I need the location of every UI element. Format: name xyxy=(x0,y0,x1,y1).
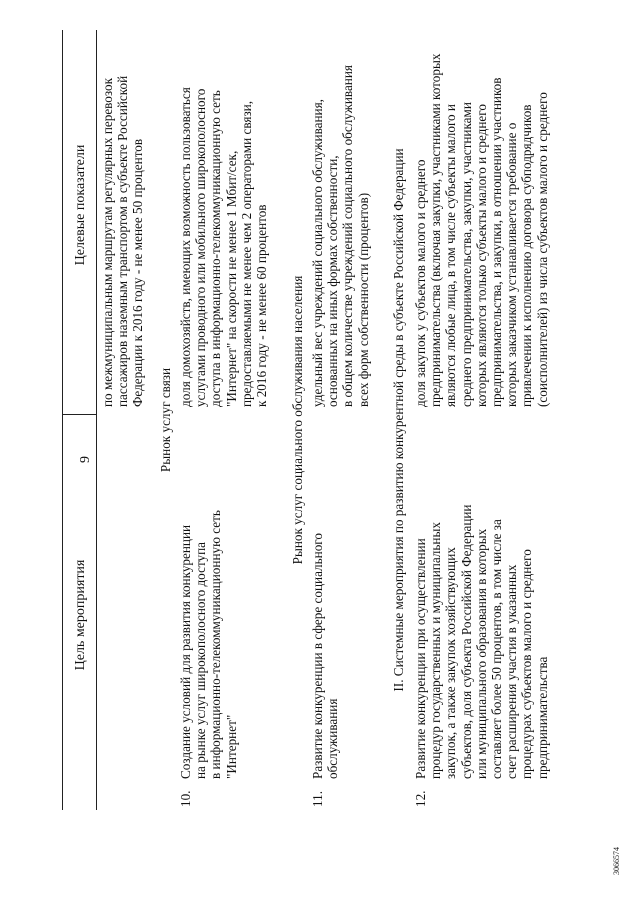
row10-num: 10. xyxy=(178,790,193,807)
row10-goal-line: "Интернет" xyxy=(223,714,239,779)
row10-target-line: к 2016 году - не менее 60 процентов xyxy=(254,204,270,407)
row10-target-line: предоставляемыми не менее чем 2 операторами связи, xyxy=(238,100,254,407)
row12-target-line: привлечении к исполнению договора субподрядчиков xyxy=(519,104,535,407)
row12-goal-line: процедурах субъектов малого и среднего xyxy=(519,549,535,779)
row12-target-line: предпринимательства (включая закупки, участниками которых xyxy=(428,53,444,407)
row11-goal xyxy=(310,533,340,779)
row11-goal-line: обслуживания xyxy=(325,698,341,779)
section-communications: Рынок услуг связи xyxy=(158,367,173,473)
section-social: Рынок услуг социального обслуживания населения xyxy=(290,275,305,565)
row12-goal-line: процедур государственных и муниципальных xyxy=(428,522,444,779)
row12-target-line: (соисполнителей) из числа субъектов малого и среднего xyxy=(534,92,550,407)
row12-target-line: среднего предпринимательства, закупки, участниками xyxy=(458,102,474,407)
row11-target-line: всех форм собственности (процентов) xyxy=(355,192,371,407)
row12-goal-line: закупок, а также закупок хозяйствующих xyxy=(443,547,459,779)
row10-target-line: доступа в информационно-телекоммуникационную сеть xyxy=(208,90,224,407)
row12-target-line: предпринимательства, и закупки, в отношении участников xyxy=(489,77,505,407)
document-code: 3066574 xyxy=(612,847,621,875)
row10-target-line: услугами проводного или мобильного широкополосного xyxy=(193,88,209,407)
header-bottom-border xyxy=(96,30,97,810)
continued-target xyxy=(100,76,146,407)
row10-goal xyxy=(178,510,239,779)
row12-target xyxy=(413,54,550,407)
row11-goal-line: Развитие конкуренции в сфере социального xyxy=(310,533,325,779)
row12-goal xyxy=(413,505,550,780)
row11-target-line: удельный вес учреждений социального обслуживания, xyxy=(310,99,325,407)
row11-target-line: в общем количестве учреждений социального обслуживания xyxy=(340,65,356,407)
header-targets: Целевые показатели xyxy=(73,144,88,266)
header-divider xyxy=(62,414,96,415)
continued-target-line: Федерации к 2016 году - не менее 50 процентов xyxy=(130,138,146,407)
row11-target xyxy=(310,65,371,407)
row11-num: 11. xyxy=(310,791,325,807)
row12-num: 12. xyxy=(413,790,428,807)
row12-target-line: являются любые лица, в том числе субъекты малого и xyxy=(443,104,459,407)
row12-goal-line: Развитие конкуренции при осуществлении xyxy=(413,538,428,779)
continued-target-line: по межмуниципальным маршрутам регулярных перевозок xyxy=(100,77,115,407)
row12-goal-line: субъектов, доля субъекта Российской Федерации xyxy=(458,504,474,779)
page-number: 9 xyxy=(78,456,93,463)
row12-target-line: доля закупок у субъектов малого и среднего xyxy=(413,159,428,407)
section-systemic: II. Системные мероприятия по развитию конкурентной среды в субъекте Российской Федерации xyxy=(391,148,406,692)
header-goal: Цель мероприятия xyxy=(73,559,88,671)
table-top-border xyxy=(62,30,63,810)
row10-target-line: доля домохозяйств, имеющих возможность пользоваться xyxy=(178,87,193,407)
row10-target xyxy=(178,87,269,407)
row10-goal-line: Создание условий для развития конкуренции xyxy=(178,524,193,779)
row12-target-line: которых заказчиком устанавливается требование о xyxy=(504,122,520,407)
row12-goal-line: или муниципального образования в которых xyxy=(473,528,489,779)
row11-target-line: основанных на иных формах собственности, xyxy=(325,155,341,407)
row12-target-line: которых являются только субъекты малого и среднего xyxy=(473,104,489,407)
row10-goal-line: на рынке услуг широкополосного доступа xyxy=(193,541,209,779)
row12-goal-line: предпринимательства xyxy=(534,656,550,779)
row12-goal-line: составляет более 50 процентов, в том числе за xyxy=(489,519,505,779)
row12-goal-line: счет расширения участия в указанных xyxy=(504,564,520,779)
continued-target-line: пассажиров наземным транспортом в субъекте Российской xyxy=(115,75,131,407)
row10-goal-line: в информационно-телекоммуникационную сеть xyxy=(208,510,224,779)
row10-target-line: "Интернет" на скорости не менее 1 Мбит/сек, xyxy=(223,150,239,407)
